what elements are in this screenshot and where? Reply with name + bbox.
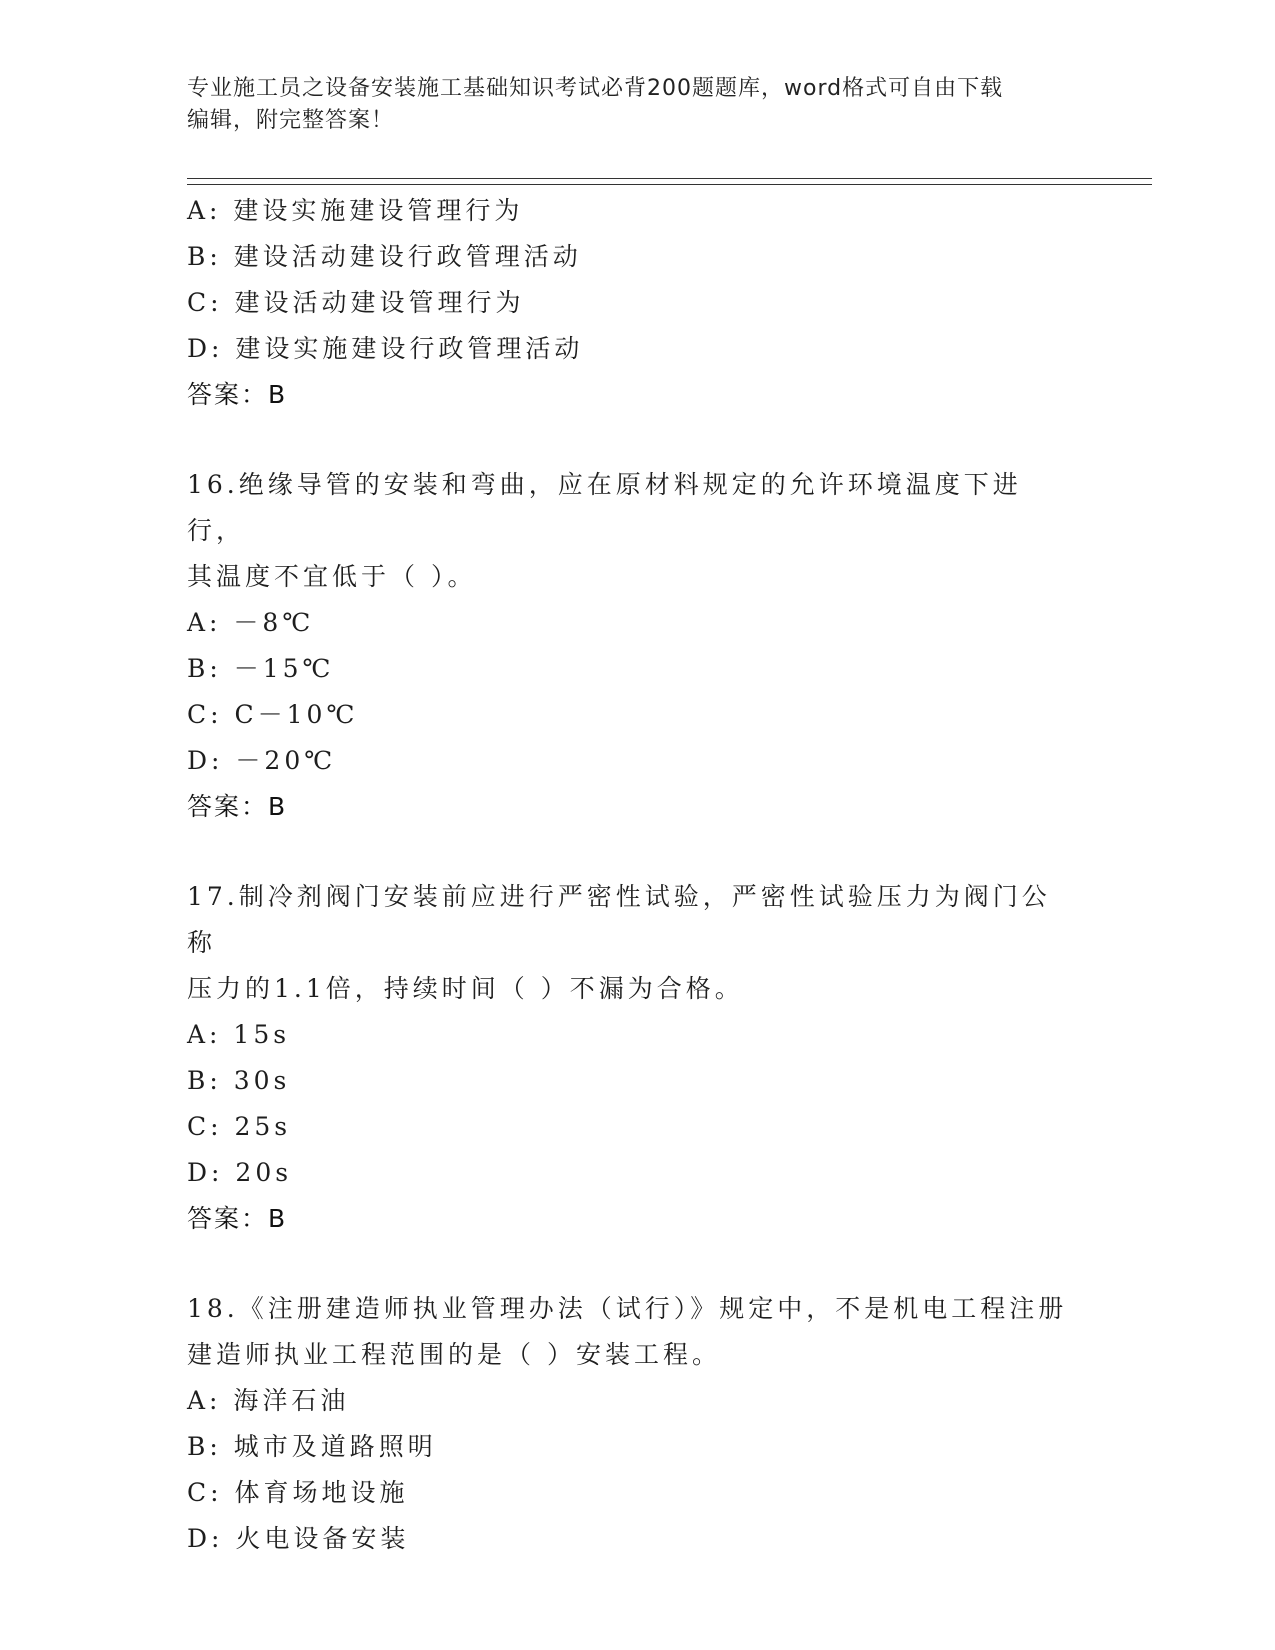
option-b: B: 30s (187, 1066, 291, 1095)
option-b: B: 建设活动建设行政管理活动 (187, 242, 582, 271)
option-c: C: 25s (187, 1112, 292, 1141)
spacer (187, 830, 1087, 874)
option-d: D: 建设实施建设行政管理活动 (187, 334, 584, 363)
question-text-line-2: 其温度不宜低于（ ）。 (187, 562, 477, 591)
option-a: A: －8℃ (187, 608, 315, 637)
option-b: B: 城市及道路照明 (187, 1432, 437, 1461)
answer-line: 答案：B (187, 792, 288, 821)
question-text-line-2: 压力的1.1倍，持续时间（ ）不漏为合格。 (187, 974, 744, 1003)
question-text-line-1: 18.《注册建造师执业管理办法（试行）》规定中，不是机电工程注册 (187, 1294, 1068, 1323)
answer-line: 答案：B (187, 380, 288, 409)
document-header (187, 73, 1067, 137)
header-line-2: 编辑，附完整答案！ (187, 108, 395, 133)
question-text-line-1: 17.制冷剂阀门安装前应进行严密性试验，严密性试验压力为阀门公称 (187, 882, 1051, 957)
header-divider-top (187, 178, 1152, 179)
spacer (187, 1242, 1087, 1286)
option-a: A: 建设实施建设管理行为 (187, 196, 524, 225)
header-divider-bottom (187, 184, 1152, 185)
option-b: B: －15℃ (187, 654, 335, 683)
question-18 (187, 1286, 1087, 1562)
question-16 (187, 462, 1087, 830)
option-c: C: 建设活动建设管理行为 (187, 288, 525, 317)
question-list (187, 188, 1087, 1562)
option-d: D: 20s (187, 1158, 293, 1187)
question-text-line-2: 建造师执业工程范围的是（ ）安装工程。 (187, 1340, 721, 1369)
question-15 (187, 188, 1087, 418)
option-a: A: 海洋石油 (187, 1386, 350, 1415)
spacer (187, 418, 1087, 462)
option-d: D: －20℃ (187, 746, 337, 775)
option-d: D: 火电设备安装 (187, 1524, 410, 1553)
question-text-line-1: 16.绝缘导管的安装和弯曲，应在原材料规定的允许环境温度下进行， (187, 470, 1022, 545)
answer-line: 答案：B (187, 1204, 288, 1233)
header-line-1: 专业施工员之设备安装施工基础知识考试必背200题题库，word格式可自由下载 (187, 76, 1004, 101)
option-a: A: 15s (187, 1020, 291, 1049)
option-c: C: 体育场地设施 (187, 1478, 409, 1507)
question-17 (187, 874, 1087, 1242)
option-c: C: C－10℃ (187, 700, 359, 729)
